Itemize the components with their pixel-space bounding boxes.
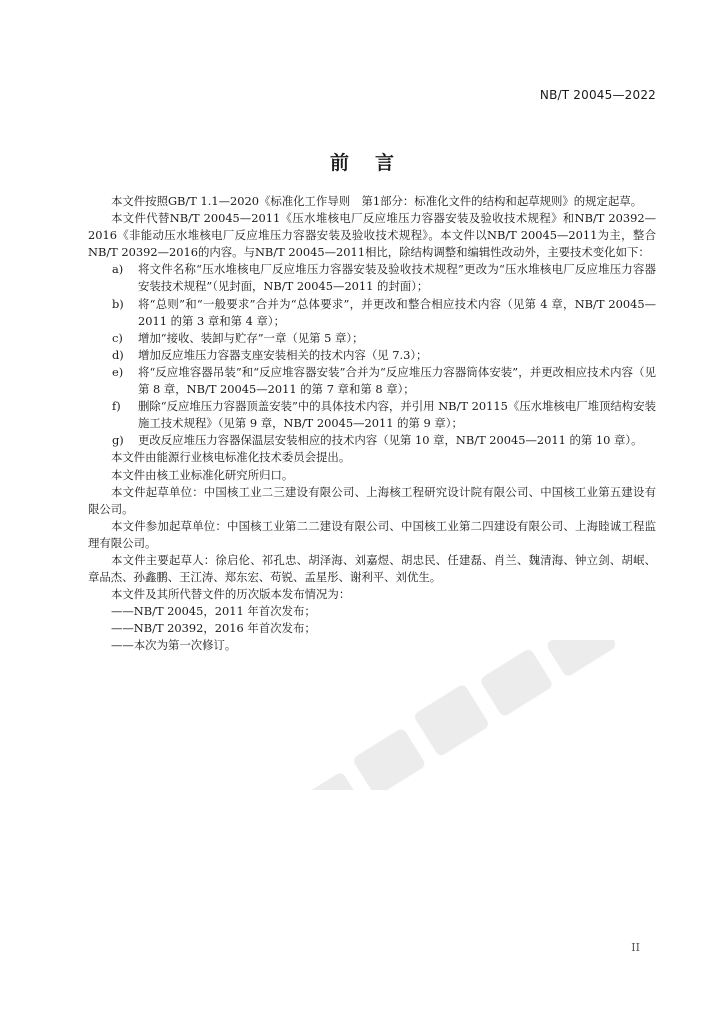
list-item xyxy=(88,347,656,364)
list-marker: d) xyxy=(112,347,124,362)
paragraph-drafting-units: 本文件起草单位：中国核工业二三建设有限公司、上海核工程研究设计院有限公司、中国核工业第五建设有限公司。 xyxy=(88,484,656,516)
list-marker: c) xyxy=(112,330,123,345)
paragraph-drafting-rules: 本文件按照GB/T 1.1—2020《标准化工作导则 第1部分：标准化文件的结构和起草规则》的规定起草。 xyxy=(111,194,643,208)
history-item: ——本次为第一次修订。 xyxy=(111,638,237,653)
technical-changes-list xyxy=(88,261,656,449)
list-item-text: 将“反应堆容器吊装”和“反应堆容器安装”合并为“反应堆压力容器筒体安装”，并更改相应技术内容（见第 8 章，NB/T 20045—2011 的第 7 章和第 8 章）； xyxy=(138,364,656,397)
list-item-text: 将“总则”和“一般要求”合并为“总体要求”，并更改和整合相应技术内容（见第 4 章，NB/T 20045—2011 的第 3 章和第 4 章）； xyxy=(138,296,656,328)
list-marker: b) xyxy=(112,296,124,311)
list-item-text: 更改反应堆压力容器保温层安装相应的技术内容（见第 10 章，NB/T 20045—2011 的第 10 章）。 xyxy=(138,433,643,448)
list-item xyxy=(88,364,656,398)
list-item xyxy=(88,261,656,295)
list-item xyxy=(88,398,656,432)
paragraph-participating-units: 本文件参加起草单位：中国核工业第二二建设有限公司、中国核工业第二四建设有限公司、上海睦诚工程监理有限公司。 xyxy=(88,518,656,550)
list-marker: f) xyxy=(112,399,121,414)
list-item-text: 增加反应堆压力容器支座安装相关的技术内容（见 7.3）； xyxy=(138,347,428,362)
history-item: ——NB/T 20045，2011 年首次发布； xyxy=(111,604,316,619)
list-item xyxy=(88,330,656,347)
page-number: II xyxy=(631,941,640,954)
watermark-graphic xyxy=(250,640,670,790)
list-marker: e) xyxy=(112,364,124,379)
paragraph-replacement: 本文件代替NB/T 20045—2011《压水堆核电厂反应堆压力容器安装及验收技术规程》和NB/T 20392—2016《非能动压水堆核电厂反应堆压力容器安装及验收技术规程》。本文件以NB/T 20045—2011为主，整合NB/T 20392—2016的内容。与NB/T 20045—2011相比，除结构调整和编辑性改动外，主要技术变化如下： xyxy=(88,211,656,260)
paragraph-managed-by: 本文件由核工业标准化研究所归口。 xyxy=(111,467,294,482)
document-code: NB/T 20045—2022 xyxy=(539,88,656,102)
foreword-body xyxy=(88,193,656,655)
list-item-text: 增加“接收、装卸与贮存”一章（见第 5 章）； xyxy=(138,330,364,345)
list-item-text: 将文件名称“压水堆核电厂反应堆压力容器安装及验收技术规程”更改为“压水堆核电厂反应堆压力容器安装技术规程”（见封面，NB/T 20045—2011 的封面）； xyxy=(138,262,656,294)
paragraph-history-intro: 本文件及其所代替文件的历次版本发布情况为： xyxy=(111,587,351,602)
list-marker: g) xyxy=(112,433,124,448)
paragraph-main-drafters: 本文件主要起草人：徐启伦、祁孔忠、胡泽海、刘嘉煜、胡忠民、任建磊、肖兰、魏清海、钟立剑、胡岷、章品杰、孙鑫鹏、王江涛、郑东宏、苟锐、孟星彤、谢利平、刘优生。 xyxy=(88,552,656,585)
list-item-text: 删除“反应堆压力容器顶盖安装”中的具体技术内容，并引用 NB/T 20115《压水堆核电厂堆顶结构安装施工技术规程》（见第 9 章，NB/T 20045—2011 的第 9 章）； xyxy=(138,399,656,431)
version-history-list xyxy=(88,603,656,654)
page-title: 前言 xyxy=(329,152,420,174)
paragraph-proposed-by: 本文件由能源行业核电标准化技术委员会提出。 xyxy=(111,450,351,465)
list-item xyxy=(88,432,656,449)
history-item: ——NB/T 20392，2016 年首次发布； xyxy=(111,621,316,636)
list-marker: a) xyxy=(112,262,124,277)
list-item xyxy=(88,296,656,330)
